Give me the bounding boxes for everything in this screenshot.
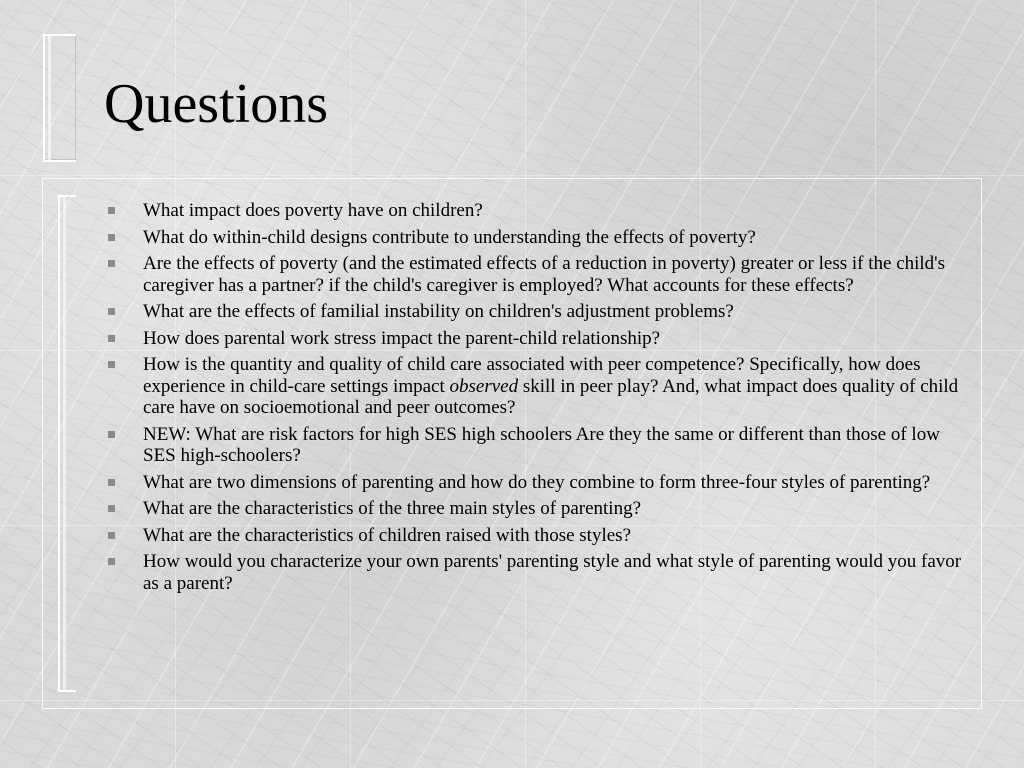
square-bullet-icon: [108, 207, 115, 214]
content-bracket-decoration: [58, 195, 76, 692]
bullet-item: [104, 498, 964, 520]
bullet-item: [104, 354, 964, 419]
bullet-text: How would you characterize your own parents' parenting style and what style of parenting would you favor as a parent?: [143, 551, 962, 594]
bullet-item: [104, 328, 964, 350]
slide-title: Questions: [104, 73, 328, 135]
bullet-item: [104, 525, 964, 547]
square-bullet-icon: [108, 260, 115, 267]
bullet-text-part: skill in peer play? And, what impact does quality of child care have on socioemotional and peer outcomes?: [143, 375, 959, 418]
square-bullet-icon: [108, 532, 115, 539]
bullet-item: [104, 472, 964, 494]
bullet-text: NEW: What are risk factors for high SES high schoolers Are they the same or different than those of low SES high-schoolers?: [143, 423, 940, 466]
bullet-text: What do within-child designs contribute to understanding the effects of poverty?: [143, 226, 756, 248]
bullet-item: [104, 200, 964, 222]
title-bracket-inner-decoration: [48, 34, 51, 162]
square-bullet-icon: [108, 479, 115, 486]
content-bracket-inner-decoration: [63, 195, 66, 692]
square-bullet-icon: [108, 308, 115, 315]
bullet-item: [104, 551, 964, 594]
bullet-text: [143, 354, 958, 418]
bullet-text: What are the characteristics of children raised with those styles?: [143, 524, 631, 546]
bullet-item: [104, 424, 964, 467]
bullet-text: What are two dimensions of parenting and how do they combine to form three-four styles of parenting?: [143, 471, 931, 493]
bullet-item: [104, 301, 964, 323]
bullet-list: [104, 200, 964, 599]
bullet-text: Are the effects of poverty (and the estimated effects of a reduction in poverty) greater or less if the child's caregiver has a partner? if the child's caregiver is employed? What accounts for these effects?: [143, 253, 945, 296]
bullet-item: [104, 227, 964, 249]
bullet-text: What are the characteristics of the three main styles of parenting?: [143, 498, 641, 519]
square-bullet-icon: [108, 558, 115, 565]
bullet-text: What are the effects of familial instability on children's adjustment problems?: [143, 301, 734, 322]
bullet-text: What impact does poverty have on children?: [143, 200, 483, 221]
square-bullet-icon: [108, 431, 115, 438]
bullet-text: How does parental work stress impact the parent-child relationship?: [143, 327, 661, 349]
square-bullet-icon: [108, 335, 115, 342]
bullet-text-part: How is the quantity and quality of child care associated with peer competence? Specifically, how does experience in child-care settings impact: [143, 354, 921, 397]
square-bullet-icon: [108, 361, 115, 368]
bullet-item: [104, 253, 964, 296]
bullet-text-emphasis: observed: [449, 375, 519, 397]
square-bullet-icon: [108, 234, 115, 241]
square-bullet-icon: [108, 505, 115, 512]
background-grid-line: [0, 175, 1024, 176]
